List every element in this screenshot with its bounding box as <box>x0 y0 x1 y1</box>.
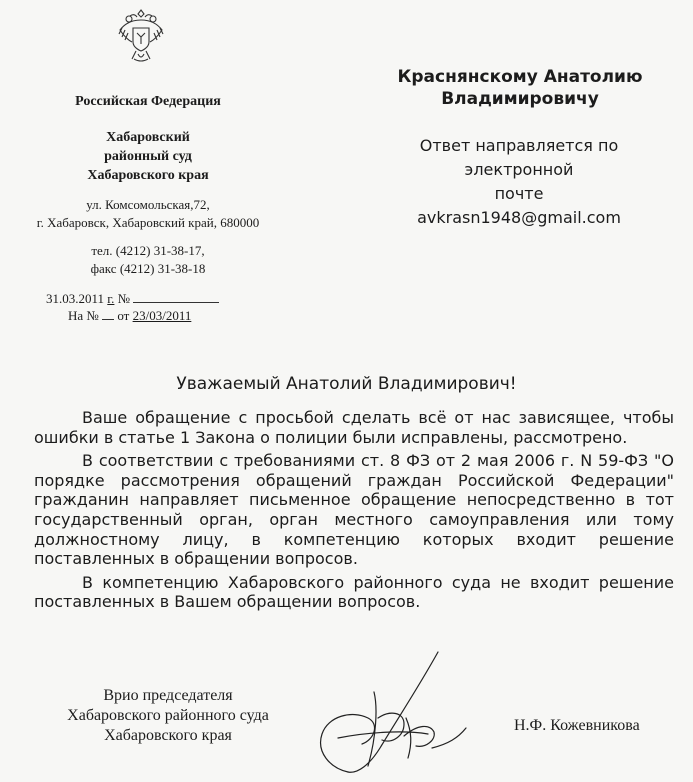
fax-number: факс (4212) 31-38-18 <box>90 261 206 276</box>
year-mark: г. <box>107 291 115 306</box>
salutation: Уважаемый Анатолий Владимирович! <box>176 374 517 394</box>
signatory-name: Н.Ф. Кожевникова <box>514 717 640 734</box>
delivery-note <box>366 134 672 230</box>
court-name-line: Хабаровский <box>106 130 190 145</box>
court-name-line: районный суд <box>104 149 192 164</box>
address-line: г. Хабаровск, Хабаровский край, 680000 <box>36 215 260 230</box>
phone-number: тел. (4212) 31-38-17, <box>91 243 205 258</box>
body-paragraph: В соответствии с требованиями ст. 8 ФЗ от 2 мая 2006 г. N 59-ФЗ "О порядке рассмотрения обращений граждан Российской Федерации" гражданин направляет письменное обращение непосредственно в тот государственный орган, орган местного самоуправления или тому должностному лицу, в компетенцию которых входит решение поставленных в обращении вопросов. <box>34 451 674 569</box>
letter-body <box>34 408 674 616</box>
signatory-title-line: Врио председателя <box>103 687 233 704</box>
reply-from-label: от <box>117 308 130 323</box>
reference-block <box>46 290 219 324</box>
outgoing-number-line <box>133 290 219 303</box>
signatory-title-line: Хабаровского края <box>104 727 232 744</box>
body-paragraph: В компетенцию Хабаровского районного суда не входит решение поставленных в Вашем обращении вопросов. <box>34 572 674 612</box>
recipient-email: avkrasn1948@gmail.com <box>417 208 621 227</box>
issuer-address <box>0 196 296 232</box>
double-headed-eagle-emblem <box>116 6 166 66</box>
body-paragraph: Ваше обращение с просьбой сделать всё от нас зависящее, чтобы ошибки в статье 1 Закона о полиции были исправлены, рассмотрено. <box>34 408 674 447</box>
reply-number-line <box>102 307 114 320</box>
reply-number-label: № <box>86 308 99 323</box>
addressee-line: Владимировичу <box>441 89 599 109</box>
reply-to-label: На <box>68 308 84 323</box>
issuer-court-name <box>0 128 296 185</box>
delivery-note-line: почте <box>494 184 544 203</box>
reply-date: 23/03/2011 <box>132 308 192 323</box>
signatory-title-line: Хабаровского районного суда <box>67 707 269 724</box>
delivery-note-line: Ответ направляется по электронной <box>419 136 619 179</box>
issuer-country: Российская Федерация <box>75 94 221 109</box>
outgoing-date: 31.03.2011 <box>46 291 105 306</box>
outgoing-number-label: № <box>117 291 131 306</box>
signatory-title <box>56 686 280 746</box>
issuer-contacts <box>0 242 296 278</box>
address-line: ул. Комсомольская,72, <box>86 197 210 212</box>
outgoing-reference <box>46 290 219 307</box>
addressee-line: Краснянскому Анатолию <box>397 67 643 87</box>
reply-reference <box>46 307 219 324</box>
addressee-name <box>390 66 650 110</box>
handwritten-signature <box>308 648 478 780</box>
court-name-line: Хабаровского края <box>87 168 209 183</box>
